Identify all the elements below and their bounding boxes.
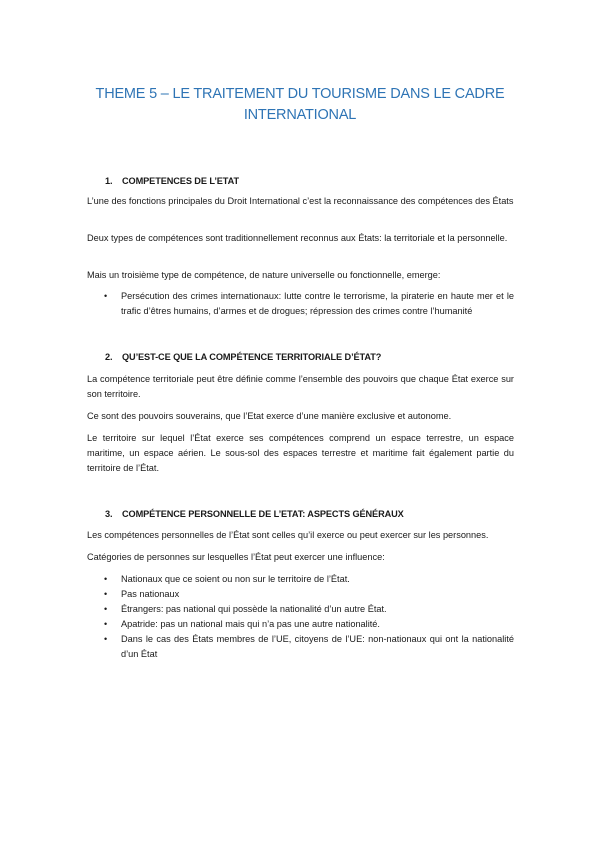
section-1-bullet-list bbox=[87, 289, 514, 319]
list-item-text: Apatride: pas un national mais qui n’a pas une autre nationalité. bbox=[121, 619, 380, 629]
title-line-1: THEME 5 – LE TRAITEMENT DU TOURISME DANS LE CADRE bbox=[95, 86, 505, 102]
title-line-2: INTERNATIONAL bbox=[243, 107, 357, 123]
section-2-paragraph-1: La compétence territoriale peut être définie comme l’ensemble des pouvoirs que chaque État exerce sur son territoire. bbox=[87, 374, 514, 399]
section-2-paragraph-2: Ce sont des pouvoirs souverains, que l’Etat exerce d’une manière exclusive et autonome. bbox=[87, 411, 452, 421]
section-1-paragraph-1: L’une des fonctions principales du Droit International c’est la reconnaissance des compétences des États bbox=[87, 196, 514, 206]
section-2-title: QU’EST-CE QUE LA COMPÉTENCE TERRITORIALE D’ÉTAT? bbox=[122, 352, 382, 362]
bullet-icon: • bbox=[104, 634, 108, 644]
list-item-text: Pas nationaux bbox=[121, 589, 180, 599]
list-item-text: Persécution des crimes internationaux: lutte contre le terrorisme, la piraterie en haute mer et le trafic d’êtres humains, d’armes et de drogues; répression des crimes contre l’humanité bbox=[121, 291, 514, 316]
bullet-icon: • bbox=[104, 291, 108, 301]
list-item bbox=[87, 617, 514, 632]
section-3-paragraph-1: Les compétences personnelles de l’État sont celles qu’il exerce ou peut exercer sur les personnes. bbox=[87, 530, 489, 540]
list-item bbox=[87, 587, 514, 602]
section-3-number: 3. bbox=[105, 509, 113, 519]
section-1-paragraph-3: Mais un troisième type de compétence, de nature universelle ou fonctionnelle, emerge: bbox=[87, 270, 441, 280]
bullet-icon: • bbox=[104, 574, 108, 584]
list-item bbox=[87, 572, 514, 587]
list-item-text: Dans le cas des États membres de l’UE, citoyens de l’UE: non-nationaux qui ont la nationalité d’un État bbox=[121, 634, 514, 659]
section-3-paragraph-2: Catégories de personnes sur lesquelles l’État peut exercer une influence: bbox=[87, 552, 385, 562]
section-2-paragraph-3: Le territoire sur lequel l’État exerce ses compétences comprend un espace terrestre, un espace maritime, un espace aérien. Le sous-sol des espaces terrestre et maritime fait également partie du territoire de l’État. bbox=[87, 433, 514, 473]
section-2-heading bbox=[105, 351, 381, 363]
section-1-number: 1. bbox=[105, 176, 113, 186]
section-3-bullet-list bbox=[87, 572, 514, 662]
section-3-title: COMPÉTENCE PERSONNELLE DE L’ETAT: ASPECTS GÉNÉRAUX bbox=[122, 509, 404, 519]
bullet-icon: • bbox=[104, 604, 108, 614]
list-item-text: Nationaux que ce soient ou non sur le territoire de l’État. bbox=[121, 574, 350, 584]
bullet-icon: • bbox=[104, 619, 108, 629]
section-1-heading bbox=[105, 175, 239, 187]
section-3-heading bbox=[105, 508, 404, 520]
document-title bbox=[80, 84, 520, 126]
section-2-number: 2. bbox=[105, 352, 113, 362]
list-item bbox=[87, 289, 514, 319]
list-item bbox=[87, 632, 514, 662]
list-item bbox=[87, 602, 514, 617]
section-1-title: COMPETENCES DE L’ETAT bbox=[122, 176, 240, 186]
section-1-paragraph-2: Deux types de compétences sont traditionnellement reconnus aux États: la territoriale et la personnelle. bbox=[87, 233, 508, 243]
list-item-text: Étrangers: pas national qui possède la nationalité d’un autre État. bbox=[121, 604, 387, 614]
bullet-icon: • bbox=[104, 589, 108, 599]
